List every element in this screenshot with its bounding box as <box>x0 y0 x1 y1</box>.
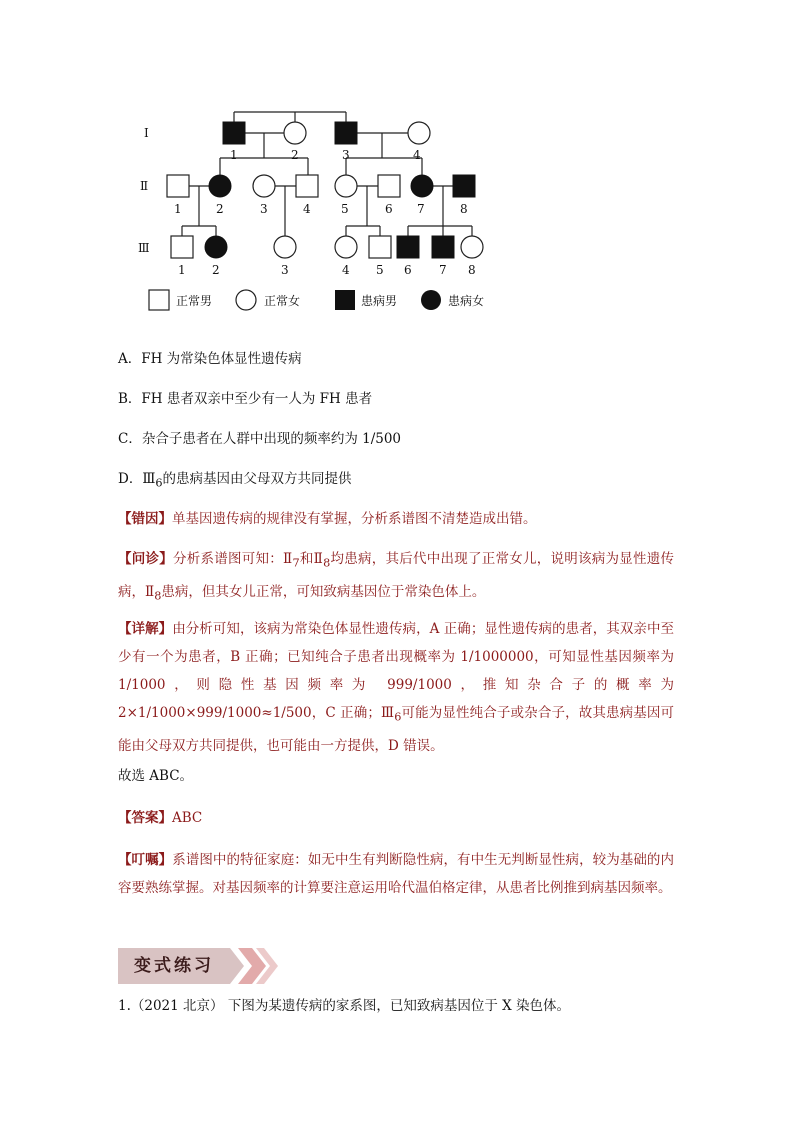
normal-male-II6 <box>378 175 400 197</box>
legend-affected-female-symbol <box>421 290 441 310</box>
affected-male-I1 <box>223 122 245 144</box>
normal-female-III4 <box>335 236 357 258</box>
pedigree-chart <box>130 98 510 320</box>
affected-male-III7 <box>432 236 454 258</box>
gen2-number-8: 8 <box>460 202 468 216</box>
gen3-number-6: 6 <box>404 263 412 277</box>
gen1-number-2: 2 <box>291 148 299 162</box>
normal-female-II3 <box>253 175 275 197</box>
gen2-number-2: 2 <box>216 202 224 216</box>
answer: 【答案】ABC <box>118 810 203 826</box>
consultation: 【问诊】分析系谱图可知：$Ⅱ_7$和$Ⅱ_8$均患病，其后代中出现了正常女儿，说明该病为显性遗传病，$Ⅱ_8$患病，但其女儿正常，可知致病基因位于常染色体上。 <box>118 551 675 603</box>
variant-practice-banner <box>118 948 278 984</box>
gen1-number-4: 4 <box>413 148 421 162</box>
normal-female-I2 <box>284 122 306 144</box>
pedigree-legend <box>149 290 484 310</box>
gen3-number-8: 8 <box>468 263 476 277</box>
normal-male-II1 <box>167 175 189 197</box>
gen-label-3: Ⅲ <box>138 241 150 255</box>
option-d: D．$Ⅲ_6$的患病基因由父母双方共同提供 <box>118 471 352 490</box>
affected-male-III6 <box>397 236 419 258</box>
gen-label-1: Ⅰ <box>144 126 149 140</box>
gen2-number-6: 6 <box>385 202 393 216</box>
gen3-number-7: 7 <box>439 263 447 277</box>
normal-male-III1 <box>171 236 193 258</box>
gen2-number-4: 4 <box>303 202 311 216</box>
affected-female-III2 <box>205 236 227 258</box>
legend-normal-female-symbol <box>236 290 256 310</box>
normal-male-III5 <box>369 236 391 258</box>
normal-female-I4 <box>408 122 430 144</box>
option-a: A．FH 为常染色体显性遗传病 <box>118 351 302 367</box>
gen2-number-7: 7 <box>417 202 425 216</box>
normal-female-III8 <box>461 236 483 258</box>
conclusion: 故选 ABC。 <box>118 768 194 784</box>
gen2-number-5: 5 <box>341 202 349 216</box>
legend-normal-female-label: 正常女 <box>264 294 301 308</box>
banner-label: 变式练习 <box>134 956 214 976</box>
gen3-number-3: 3 <box>281 263 289 277</box>
gen3-number-5: 5 <box>376 263 384 277</box>
gen1-number-1: 1 <box>230 148 238 162</box>
gen3-number-2: 2 <box>212 263 220 277</box>
option-c: C．杂合子患者在人群中出现的频率约为 1/500 <box>118 431 402 447</box>
gen3-number-4: 4 <box>342 263 350 277</box>
affected-female-II2 <box>209 175 231 197</box>
legend-affected-female-label: 患病女 <box>448 294 485 308</box>
legend-affected-male-label: 患病男 <box>361 294 398 308</box>
legend-normal-male-symbol <box>149 290 169 310</box>
gen3-number-1: 1 <box>178 263 186 277</box>
error-cause: 【错因】单基因遗传病的规律没有掌握，分析系谱图不清楚造成出错。 <box>118 511 537 527</box>
detailed-explanation: 【详解】由分析可知，该病为常染色体显性遗传病，A 正确；显性遗传病的患者，其双亲中至少有一个为患者，B 正确；已知纯合子患者出现概率为 1/1000000，可知显性基因频率为 1/1000，则隐性基因频率为 999/1000，推知杂合子的概率为 2×1/1000×999/1000≈1/500，C 正确；$Ⅲ_6$可能为显性纯合子或杂合子，故其患病基因可能由父母双方共同提供，也可能由一方提供，D 错误。 <box>118 621 675 754</box>
legend-affected-male-symbol <box>335 290 355 310</box>
normal-male-II4 <box>296 175 318 197</box>
legend-normal-male-label: 正常男 <box>176 294 213 308</box>
normal-female-II5 <box>335 175 357 197</box>
gen2-number-1: 1 <box>174 202 182 216</box>
option-b: B．FH 患者双亲中至少有一人为 FH 患者 <box>118 391 373 407</box>
question-1: 1.（2021 北京） 下图为某遗传病的家系图，已知致病基因位于 X 染色体。 <box>118 998 571 1014</box>
gen-label-2: Ⅱ <box>140 179 149 193</box>
gen2-number-3: 3 <box>260 202 268 216</box>
affected-male-II8 <box>453 175 475 197</box>
normal-female-III3 <box>274 236 296 258</box>
reminder: 【叮嘱】系谱图中的特征家庭：如无中生有判断隐性病，有中生无判断显性病，较为基础的内容要熟练掌握。对基因频率的计算要注意运用哈代温伯格定律，从患者比例推到病基因频率。 <box>118 852 674 896</box>
gen1-number-3: 3 <box>342 148 350 162</box>
affected-female-II7 <box>411 175 433 197</box>
affected-male-I3 <box>335 122 357 144</box>
